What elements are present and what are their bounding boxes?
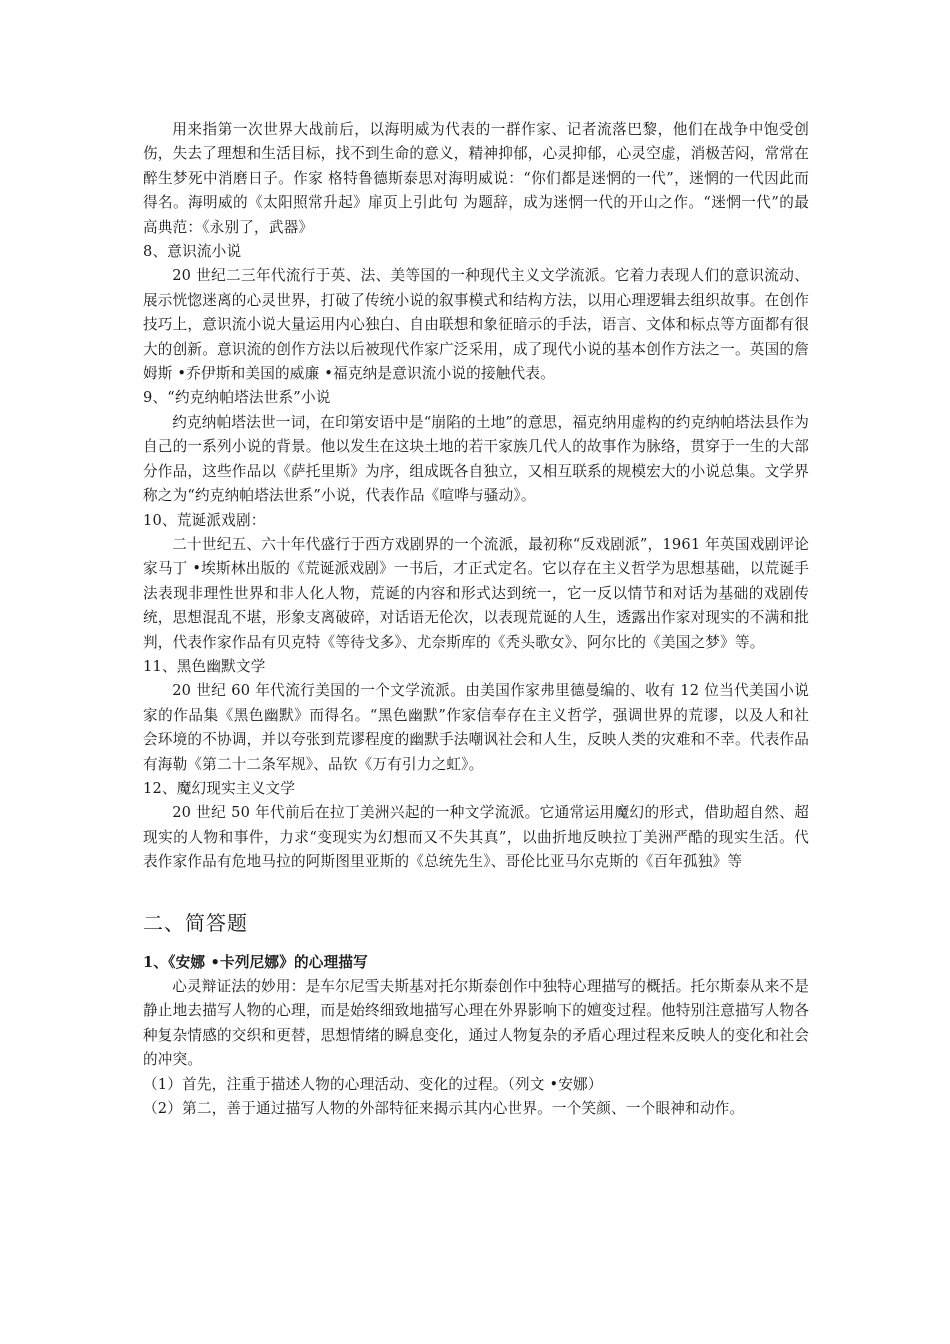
term-entry-10 bbox=[143, 509, 809, 655]
term-heading: 8、意识流小说 bbox=[143, 243, 242, 261]
intro-paragraph: 用来指第一次世界大战前后，以海明威为代表的一群作家、记者流落巴黎，他们在战争中饱受创伤，失去了理想和生活目标，找不到生命的意义，精神抑郁，心灵抑郁，心灵空虚，消极苦闷，常常在醉生梦死中消磨日子。作家 格特鲁德斯泰思对海明威说：“你们都是迷惘的一代”，迷惘的一代因此而得名。海明威的《太阳照常升起》扉页上引此句 为题辞，成为迷惘一代的开山之作。“迷惘一代”的最高典范：《永别了，武器》 bbox=[143, 121, 809, 236]
term-entry-12 bbox=[143, 777, 809, 875]
term-heading: 10、荒诞派戏剧： bbox=[143, 511, 266, 529]
answer-body: 心灵辩证法的妙用：是车尔尼雪夫斯基对托尔斯泰创作中独特心理描写的概括。托尔斯泰从来不是静止地去描写人物的心理，而是始终细致地描写心理在外界影响下的嬗变过程。他特别注意描写人物各种复杂情感的交织和更替，思想情绪的瞬息变化，通过人物复杂的矛盾心理过程来反映人的变化和社会的冲突。 bbox=[143, 978, 809, 1069]
answer-point: （2）第二，善于通过描写人物的外部特征来揭示其内心世界。一个笑颜、一个眼神和动作。 bbox=[143, 1100, 745, 1118]
term-heading: 9、“约克纳帕塔法世系”小说 bbox=[143, 389, 331, 407]
section-title: 二、简答题 bbox=[143, 910, 248, 935]
question-heading: 1、《安娜 •卡列尼娜》的心理描写 bbox=[143, 953, 368, 971]
qa-entry-1 bbox=[143, 951, 809, 1122]
document-page bbox=[143, 118, 809, 1121]
term-entry-8 bbox=[143, 240, 809, 386]
term-heading: 12、魔幻现实主义文学 bbox=[143, 779, 296, 797]
term-body: 20 世纪 60 年代流行美国的一个文学流派。由美国作家弗里德曼编的、收有 12 位当代美国小说家的作品集《黑色幽默》而得名。“黑色幽默”作家信奉存在主义哲学，强调世界的荒谬，以及人和社会环境的不协调，并以夸张到荒谬程度的幽默手法嘲讽社会和人生，反映人类的灾难和不幸。代表作品有海勒《第二十二条军规》、品钦《万有引力之虹》。 bbox=[143, 682, 809, 773]
term-entry-11 bbox=[143, 655, 809, 777]
term-body: 约克纳帕塔法世一词，在印第安语中是“崩陷的土地”的意思，福克纳用虚构的约克纳帕塔法县作为自己的一系列小说的背景。他以发生在这块土地的若干家族几代人的故事作为脉络，贯穿于一生的大部分作品，这些作品以《萨托里斯》为序，组成既各自独立，又相互联系的规模宏大的小说总集。文学界称之为“约克纳帕塔法世系”小说，代表作品《喧哗与骚动》。 bbox=[143, 413, 809, 505]
term-entry-9 bbox=[143, 386, 809, 508]
answer-point: （1）首先，注重于描述人物的心理活动、变化的过程。（列文 •安娜） bbox=[143, 1075, 603, 1093]
term-body: 20 世纪 50 年代前后在拉丁美洲兴起的一种文学流派。它通常运用魔幻的形式，借助超自然、超现实的人物和事件，力求“变现实为幻想而又不失其真”，以曲折地反映拉丁美洲严酷的现实生活。代表作家作品有危地马拉的阿斯图里亚斯的《总统先生》、哥伦比亚马尔克斯的《百年孤独》等 bbox=[143, 804, 809, 871]
term-body: 二十世纪五、六十年代盛行于西方戏剧界的一个流派，最初称“反戏剧派”，1961 年英国戏剧评论家马丁 •埃斯林出版的《荒诞派戏剧》一书后，才正式定名。它以存在主义哲学为思想基础，以荒诞手法表现非理性世界和非人化人物，荒诞的内容和形式达到统一，它一反以情节和对话为基础的戏剧传统，思想混乱不堪，形象支离破碎，对话语无伦次，以表现荒诞的人生，透露出作家对现实的不满和批判，代表作家作品有贝克特《等待戈多》、尤奈斯库的《秃头歌女》、阿尔比的《美国之梦》等。 bbox=[143, 535, 809, 651]
term-heading: 11、黑色幽默文学 bbox=[143, 657, 266, 675]
term-body: 20 世纪二三年代流行于英、法、美等国的一种现代主义文学流派。它着力表现人们的意识流动、展示恍惚迷离的心灵世界，打破了传统小说的叙事模式和结构方法，以用心理逻辑去组织故事。在创作技巧上，意识流小说大量运用内心独白、自由联想和象征暗示的手法，语言、文体和标点等方面都有很大的创新。意识流的创作方法以后被现代作家广泛采用，成了现代小说的基本创作方法之一。英国的詹姆斯 •乔伊斯和美国的威廉 •福克纳是意识流小说的接触代表。 bbox=[143, 267, 809, 383]
